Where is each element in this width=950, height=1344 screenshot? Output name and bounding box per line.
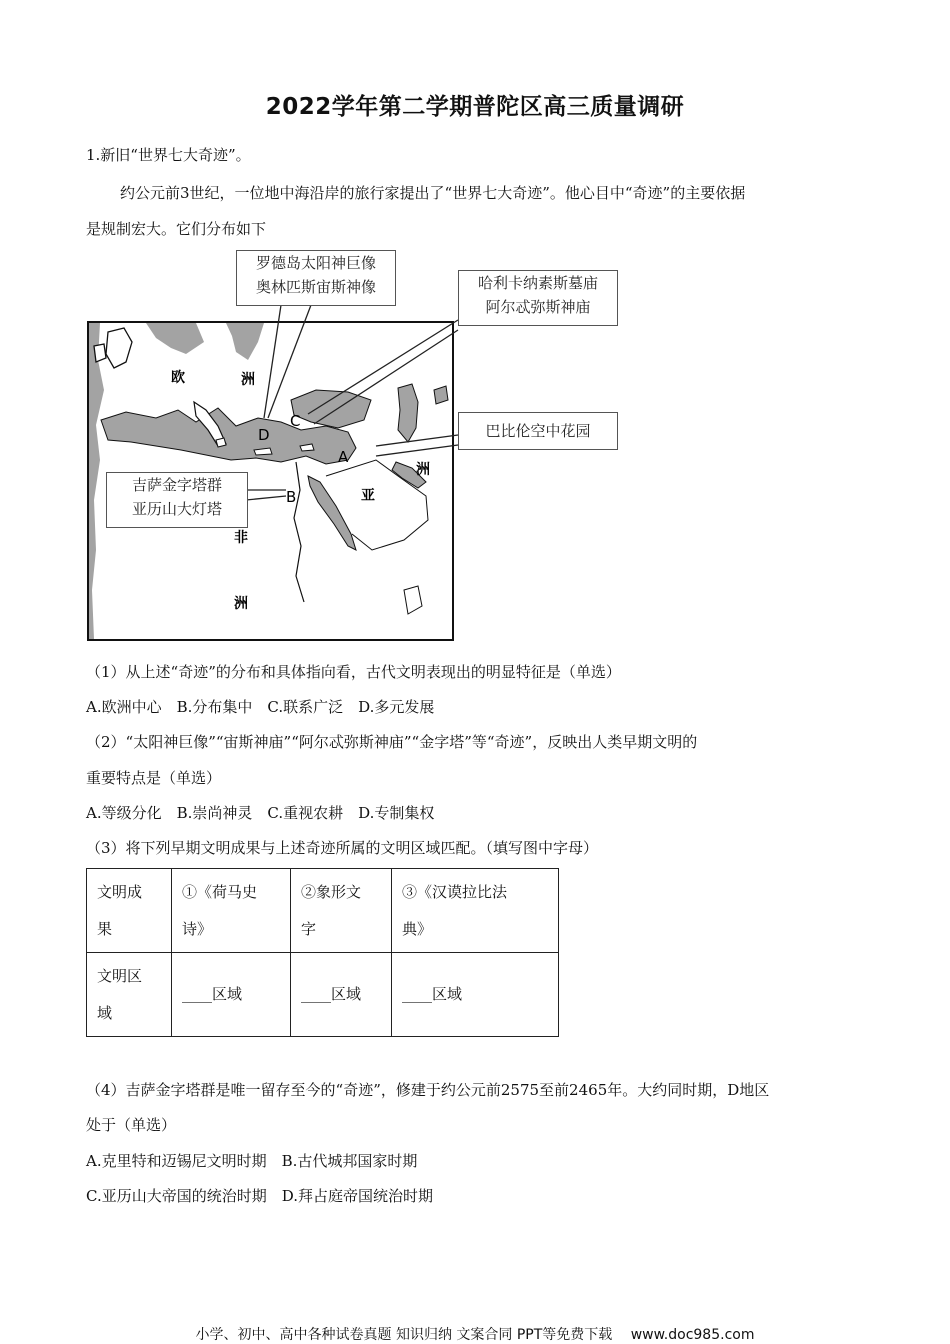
callout-line: 罗德岛太阳神巨像 <box>255 254 376 272</box>
question-1-heading: 1.新旧“世界七大奇迹”。 <box>86 146 251 164</box>
marker-A: A <box>338 448 349 466</box>
question-1-intro-line-2: 是规制宏大。它们分布如下 <box>86 220 267 238</box>
marker-B: B <box>286 488 297 506</box>
callout-giza-alexandria <box>106 472 248 528</box>
page-title: 2022学年第二学期普陀区高三质量调研 <box>265 94 685 120</box>
callout-line: 哈利卡纳素斯墓庙 <box>477 274 598 292</box>
table-cell: ①《荷马史 诗》 <box>172 869 291 953</box>
answer-blank-1[interactable]: ____区域 <box>172 953 291 1037</box>
sub-question-1: （1）从上述“奇迹”的分布和具体指向看，古代文明表现出的明显特征是（单选） <box>86 663 621 681</box>
callout-line: 奥林匹斯宙斯神像 <box>255 278 376 296</box>
question-1-intro-line-1: 约公元前3世纪，一位地中海沿岸的旅行家提出了“世界七大奇迹”。他心目中“奇迹”的主要依据 <box>120 184 746 202</box>
label-africa-2: 洲 <box>234 596 248 612</box>
label-africa-1: 非 <box>234 530 248 546</box>
sicily <box>216 438 226 447</box>
answer-blank-2[interactable]: ____区域 <box>291 953 392 1037</box>
table-cell-head: 文明成 果 <box>87 869 172 953</box>
sub-question-1-options: A.欧洲中心 B.分布集中 C.联系广泛 D.多元发展 <box>86 698 435 716</box>
sub-question-4-options-2: C.亚历山大帝国的统治时期 D.拜占庭帝国统治时期 <box>86 1187 433 1205</box>
callout-babylon <box>458 412 618 450</box>
table-cell: ②象形文 字 <box>291 869 392 953</box>
civilization-match-table <box>86 868 559 1037</box>
sub-question-4-options-1: A.克里特和迈锡尼文明时期 B.古代城邦国家时期 <box>86 1152 418 1170</box>
sub-question-2-line-1: （2）“太阳神巨像”“宙斯神庙”“阿尔忒弥斯神庙”“金字塔”等“奇迹”，反映出人类早期文明的 <box>86 733 698 751</box>
sub-question-3: （3）将下列早期文明成果与上述奇迹所属的文明区域匹配。（填写图中字母） <box>86 839 599 857</box>
label-europe-2: 洲 <box>241 372 255 388</box>
callout-line: 巴比伦空中花园 <box>485 422 591 440</box>
table-cell-head: 文明区 域 <box>87 953 172 1037</box>
callout-line: 阿尔忒弥斯神庙 <box>485 298 591 316</box>
sub-question-4-line-2: 处于（单选） <box>86 1116 177 1134</box>
ireland <box>94 344 106 362</box>
page-footer: 小学、初中、高中各种试卷真题 知识归纳 文案合同 PPT等免费下载 www.doc985.com <box>195 1327 755 1343</box>
callout-line: 吉萨金字塔群 <box>131 476 222 494</box>
marker-C: C <box>290 412 301 430</box>
sub-question-4-line-1: （4）吉萨金字塔群是唯一留存至今的“奇迹”，修建于约公元前2575至前2465年。大约同时期，D地区 <box>86 1081 770 1099</box>
label-europe-1: 欧 <box>171 370 185 386</box>
label-asia-2: 洲 <box>416 462 430 478</box>
callout-rhodes-olympia <box>236 250 396 306</box>
table-cell: ③《汉谟拉比法 典》 <box>392 869 559 953</box>
sub-question-2-options: A.等级分化 B.崇尚神灵 C.重视农耕 D.专制集权 <box>86 804 435 822</box>
label-asia-1: 亚 <box>361 488 375 504</box>
sub-question-2-line-2: 重要特点是（单选） <box>86 769 222 787</box>
wonders-map-figure <box>86 250 626 645</box>
callout-halicarnassus-artemis <box>458 270 618 326</box>
marker-D: D <box>258 426 270 444</box>
table-row <box>87 869 559 953</box>
answer-blank-3[interactable]: ____区域 <box>392 953 559 1037</box>
callout-line: 亚历山大灯塔 <box>131 500 222 518</box>
table-row <box>87 953 559 1037</box>
